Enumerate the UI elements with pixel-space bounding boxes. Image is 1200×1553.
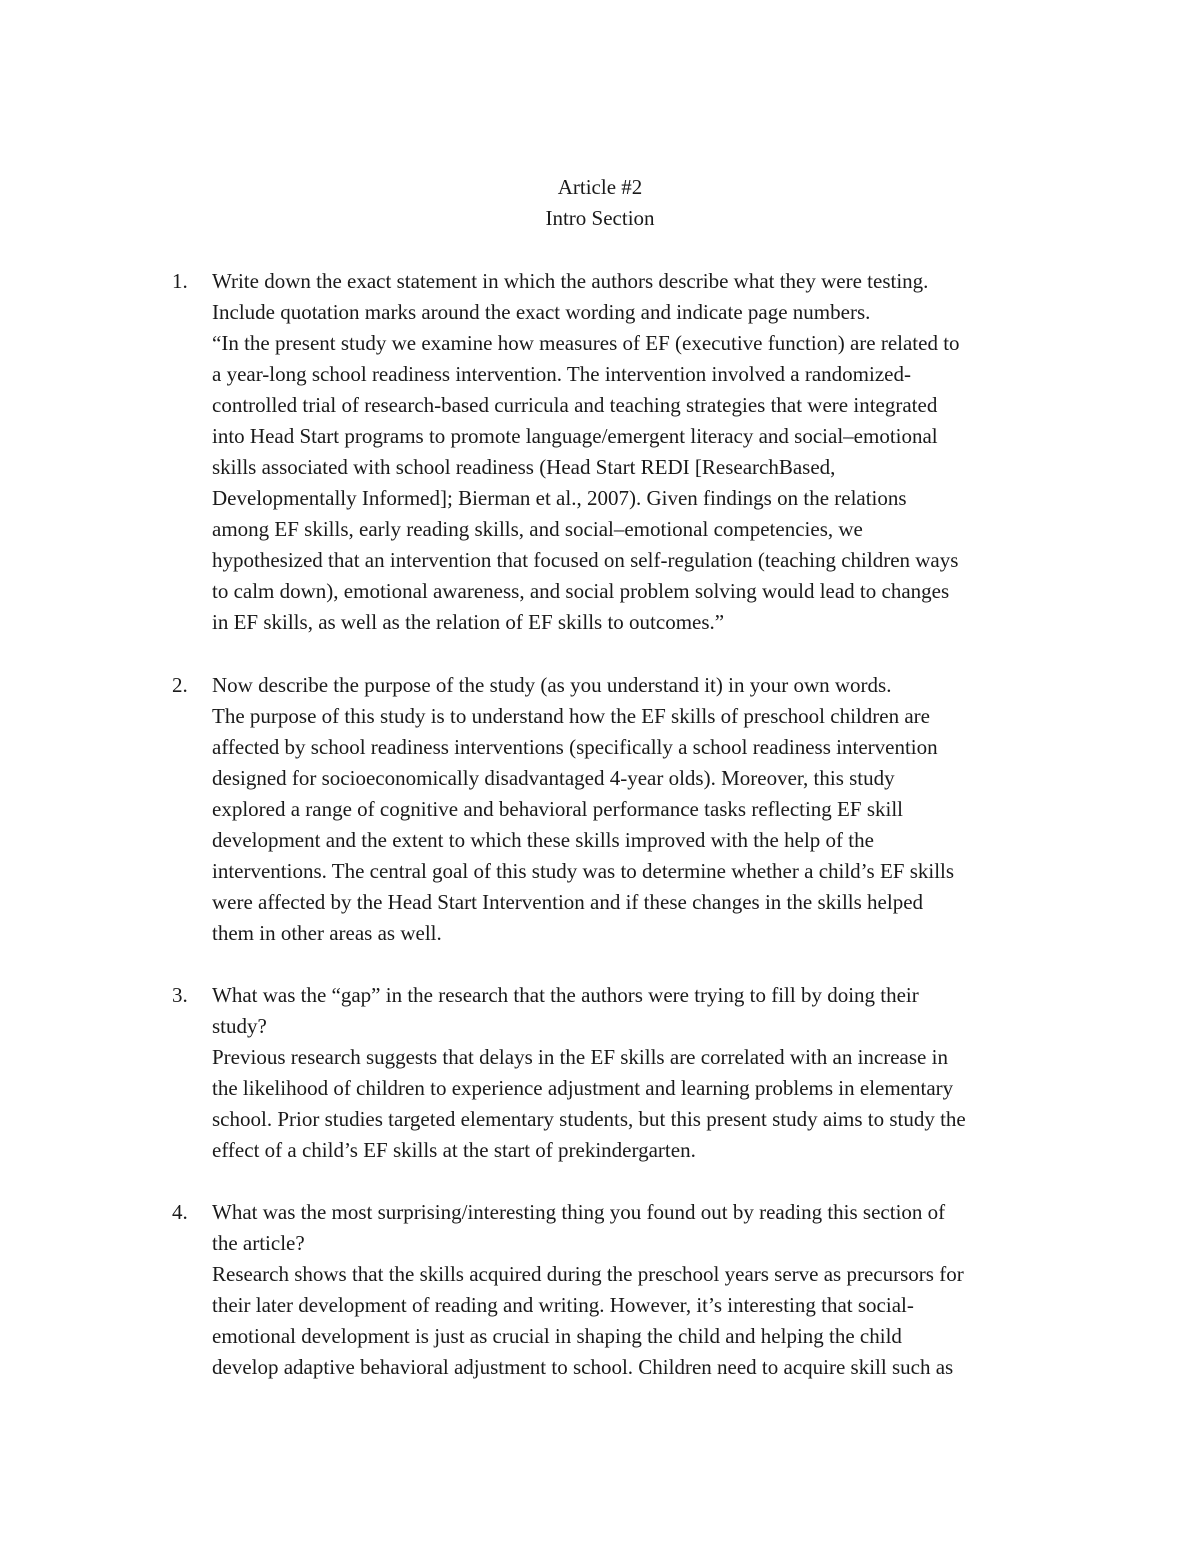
- document-title: Article #2: [557, 175, 643, 199]
- prompt-line: What was the most surprising/interesting thing you found out by reading this section of: [212, 1200, 946, 1224]
- answer-line: among EF skills, early reading skills, and social–emotional competencies, we: [212, 517, 863, 541]
- question-number: 1.: [172, 269, 188, 293]
- answer-line: to calm down), emotional awareness, and social problem solving would lead to changes: [212, 579, 950, 603]
- question-number: 3.: [172, 983, 188, 1007]
- answer-line: “In the present study we examine how measures of EF (executive function) are related to: [212, 331, 960, 355]
- answer-line: Research shows that the skills acquired during the preschool years serve as precursors for: [212, 1262, 964, 1286]
- answer-line: controlled trial of research-based curricula and teaching strategies that were integrated: [212, 393, 938, 417]
- answer-line: Developmentally Informed]; Bierman et al., 2007). Given findings on the relations: [212, 486, 907, 510]
- question-body: [212, 1197, 1072, 1383]
- section-heading: Intro Section: [545, 206, 655, 230]
- answer-line: emotional development is just as crucial in shaping the child and helping the child: [212, 1324, 902, 1348]
- answer-line: school. Prior studies targeted elementary students, but this present study aims to study the: [212, 1107, 966, 1131]
- question-number: 4.: [172, 1200, 188, 1224]
- answer-line: in EF skills, as well as the relation of EF skills to outcomes.”: [212, 610, 725, 634]
- answer-line: designed for socioeconomically disadvantaged 4-year olds). Moreover, this study: [212, 766, 895, 790]
- prompt-line: Include quotation marks around the exact wording and indicate page numbers.: [212, 300, 871, 324]
- prompt-line: What was the “gap” in the research that the authors were trying to fill by doing their: [212, 983, 919, 1007]
- answer-line: them in other areas as well.: [212, 921, 442, 945]
- prompt-line: the article?: [212, 1231, 305, 1255]
- answer-line: were affected by the Head Start Intervention and if these changes in the skills helped: [212, 890, 924, 914]
- answer-line: develop adaptive behavioral adjustment to school. Children need to acquire skill such as: [212, 1355, 954, 1379]
- question-body: [212, 266, 1072, 638]
- answer-line: affected by school readiness interventions (specifically a school readiness intervention: [212, 735, 938, 759]
- answer-line: development and the extent to which these skills improved with the help of the: [212, 828, 874, 852]
- answer-line: interventions. The central goal of this study was to determine whether a child’s EF skills: [212, 859, 955, 883]
- answer-line: Previous research suggests that delays in the EF skills are correlated with an increase in: [212, 1045, 948, 1069]
- prompt-line: Now describe the purpose of the study (as you understand it) in your own words.: [212, 673, 892, 697]
- question-body: [212, 670, 1072, 949]
- answer-line: explored a range of cognitive and behavioral performance tasks reflecting EF skill: [212, 797, 903, 821]
- answer-line: effect of a child’s EF skills at the start of prekindergarten.: [212, 1138, 696, 1162]
- answer-line: a year-long school readiness intervention. The intervention involved a randomized-: [212, 362, 911, 386]
- prompt-line: Write down the exact statement in which the authors describe what they were testing.: [212, 269, 929, 293]
- answer-line: into Head Start programs to promote language/emergent literacy and social–emotional: [212, 424, 938, 448]
- answer-line: hypothesized that an intervention that focused on self-regulation (teaching children ways: [212, 548, 959, 572]
- answer-line: skills associated with school readiness (Head Start REDI [ResearchBased,: [212, 455, 836, 479]
- answer-line: the likelihood of children to experience adjustment and learning problems in elementary: [212, 1076, 954, 1100]
- question-number: 2.: [172, 673, 188, 697]
- answer-line: their later development of reading and writing. However, it’s interesting that social-: [212, 1293, 914, 1317]
- prompt-line: study?: [212, 1014, 267, 1038]
- answer-line: The purpose of this study is to understand how the EF skills of preschool children are: [212, 704, 930, 728]
- question-body: [212, 980, 1072, 1166]
